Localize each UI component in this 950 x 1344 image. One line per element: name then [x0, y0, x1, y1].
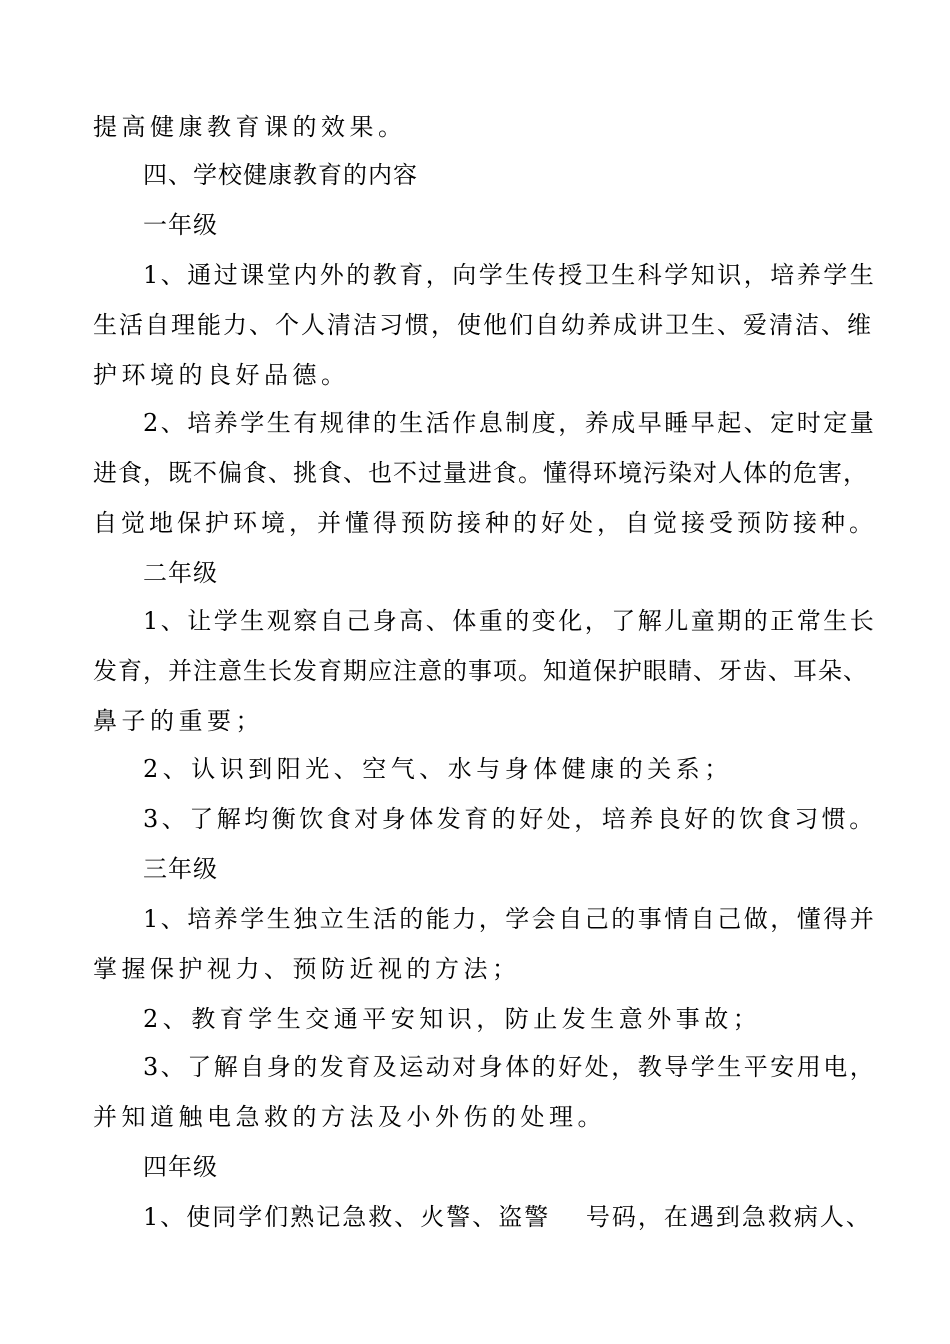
paragraph-line: 生活自理能力、个人清洁习惯，使他们自幼养成讲卫生、爱清洁、维: [93, 311, 873, 339]
paragraph-line: 提高健康教育课的效果。: [93, 113, 407, 141]
section-heading: 四、学校健康教育的内容: [143, 161, 418, 189]
grade-heading-2: 二年级: [143, 559, 218, 587]
paragraph-line: 1、使同学们熟记急救、火警、盗警 号码，在遇到急救病人、: [143, 1203, 872, 1231]
grade-heading-4: 四年级: [143, 1153, 218, 1181]
paragraph-line: 2、培养学生有规律的生活作息制度，养成早睡早起、定时定量: [143, 409, 877, 437]
paragraph-line: 护环境的良好品德。: [93, 361, 350, 389]
paragraph-line: 3、了解均衡饮食对身体发育的好处，培养良好的饮食习惯。: [143, 805, 877, 833]
paragraph-line: 1、通过课堂内外的教育，向学生传授卫生科学知识，培养学生: [143, 261, 877, 289]
paragraph-line: 1、让学生观察自己身高、体重的变化，了解儿童期的正常生长: [143, 607, 877, 635]
paragraph-line: 2、教育学生交通平安知识，防止发生意外事故；: [143, 1005, 762, 1033]
paragraph-line: 2、认识到阳光、空气、水与身体健康的关系；: [143, 755, 733, 783]
paragraph-line: 并知道触电急救的方法及小外伤的处理。: [93, 1103, 606, 1131]
paragraph-line: 掌握保护视力、预防近视的方法；: [93, 955, 521, 983]
paragraph-line: 自觉地保护环境，并懂得预防接种的好处，自觉接受预防接种。: [93, 509, 877, 537]
paragraph-line: 进食，既不偏食、挑食、也不过量进食。懂得环境污染对人体的危害，: [93, 459, 868, 487]
paragraph-line: 1、培养学生独立生活的能力，学会自己的事情自己做，懂得并: [143, 905, 877, 933]
paragraph-line: 鼻子的重要；: [93, 707, 264, 735]
paragraph-line: 发育，并注意生长发育期应注意的事项。知道保护眼睛、牙齿、耳朵、: [93, 657, 868, 685]
grade-heading-3: 三年级: [143, 855, 218, 883]
grade-heading-1: 一年级: [143, 211, 218, 239]
paragraph-line: 3、了解自身的发育及运动对身体的好处，教导学生平安用电，: [143, 1053, 877, 1081]
